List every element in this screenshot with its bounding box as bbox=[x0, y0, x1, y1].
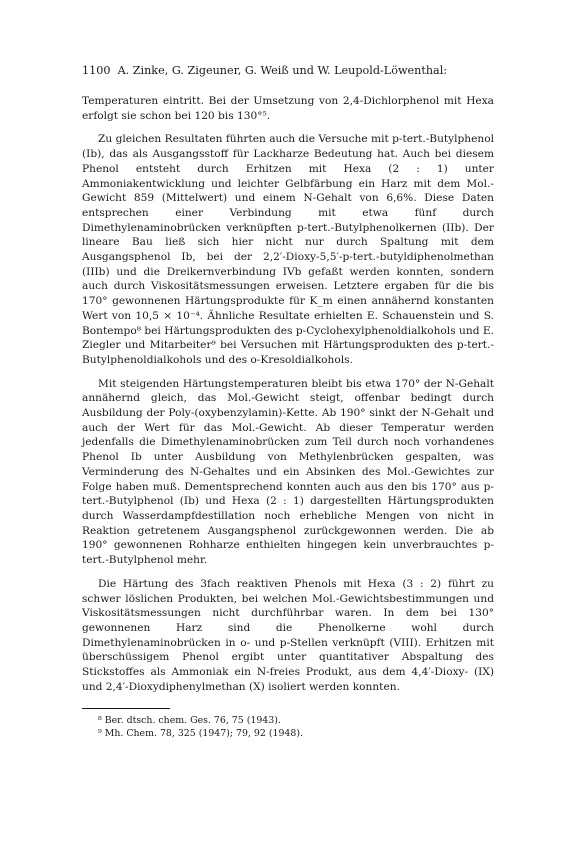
footnote-9: ⁹ Mh. Chem. 78, 325 (1947); 79, 92 (1948). bbox=[98, 727, 303, 739]
paragraph-4: Die Härtung des 3fach reaktiven Phenols mit Hexa (3 : 2) führt zu schwer löslichen Produkten, bei welchen Mol.-Gewichtsbestimmungen und Viskositätsmessungen nicht durchführbar waren. In dem bei 130° gewonnenen Harz sind die Phenolkerne wohl durch Dimethylenaminobrücken in o- und p-Stellen verknüpft (VIII). Erhitzen mit überschüssigem Phenol ergibt unter quantitativer Abspaltung des Stickstoffes als Ammoniak ein N-freies Produkt, aus dem 4,4′-Dioxy- (IX) und 2,4′-Dioxydiphenylmethan (X) isoliert werden konnten. bbox=[82, 577, 494, 693]
running-head-authors: A. Zinke, G. Zigeuner, G. Weiß und W. Leupold-Löwenthal: bbox=[117, 64, 448, 77]
paragraph-3: Mit steigenden Härtungstemperaturen bleibt bis etwa 170° der N-Gehalt annähernd gleich, das Mol.-Gewicht steigt, offenbar bedingt durch Ausbildung der Poly-(oxybenzylamin)-Kette. Ab 190° sinkt der N-Gehalt und auch der Wert für das Mol.-Gewicht. Ab dieser Temperatur werden jedenfalls die Dimethylenaminobrücken zum Teil durch noch vorhandenes Phenol Ib unter Ausbildung von Methylenbrücken gespalten, was Verminderung des N-Gehaltes und ein Absinken des Mol.-Gewichtes zur Folge haben muß. Dementsprechend konnten auch aus den bis 170° aus p-tert.-Butylphenol (Ib) und Hexa (2 : 1) dargestellten Härtungsprodukten durch Wasserdampfdestillation noch erhebliche Mengen von nicht in Reaktion getretenem Ausgangsphenol zurückgewonnen werden. Die ab 190° gewonnenen Rohharze enthielten hingegen kein unverbrauchtes p-tert.-Butylphenol mehr. bbox=[82, 377, 494, 567]
page-number: 1100 bbox=[82, 64, 111, 77]
paragraph-2: Zu gleichen Resultaten führten auch die Versuche mit p-tert.-Butylphenol (Ib), das als Ausgangsstoff für Lackharze Bedeutung hat. Auch bei diesem Phenol entsteht durch Erhitzen mit Hexa (2 : 1) unter Ammoniakentwicklung und leichter Gelbfärbung ein Harz mit dem Mol.-Gewicht 859 (Mittelwert) und einem N-Gehalt von 6,6%. Diese Daten entsprechen einer Verbindung mit etwa fünf durch Dimethylenaminobrücken verknüpften p-tert.-Butylphenolkernen (IIb). Der lineare Bau ließ sich hier nicht nur durch Spaltung mit dem Ausgangsphenol Ib, bei der 2,2′-Dioxy-5,5′-p-tert.-butyldiphenolmethan (IIIb) und die Dreikernverbindung IVb gefaßt werden konnten, sondern auch durch Viskositätsmessungen erweisen. Letztere ergaben für die bis 170° gewonnenen Härtungsprodukte für K_m einen annähernd konstanten Wert von 10,5 × 10⁻⁴. Ähnliche Resultate erhielten E. Schauenstein und S. Bontempo⁸ bei Härtungsprodukten des p-Cyclohexylphenoldialkohols und E. Ziegler und Mitarbeiter⁹ bei Versuchen mit Härtungsprodukten des p-tert.-Butylphenoldialkohols und des o-Kresoldialkohols. bbox=[82, 133, 494, 366]
footnotes bbox=[82, 715, 494, 739]
footnote-8: ⁸ Ber. dtsch. chem. Ges. 76, 75 (1943). bbox=[98, 715, 281, 727]
body-text bbox=[82, 94, 494, 694]
paragraph-1: Temperaturen eintritt. Bei der Umsetzung von 2,4-Dichlorphenol mit Hexa erfolgt sie schon bei 120 bis 130°⁵. bbox=[82, 95, 494, 122]
running-head bbox=[82, 64, 494, 78]
page bbox=[82, 64, 494, 740]
footnote-divider bbox=[82, 708, 170, 709]
